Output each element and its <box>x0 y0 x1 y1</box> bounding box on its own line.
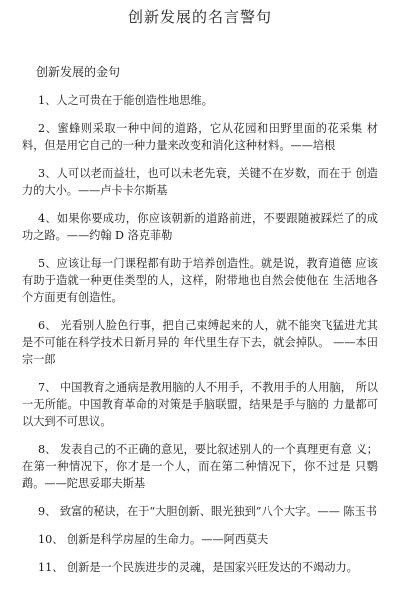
quote-item: 2、蜜蜂则采取一种中间的道路，它从花园和田野里面的花采集 材料，但是用它自己的一种力量来改变和消化这种材料。——培根 <box>22 122 378 152</box>
quote-item: 10、 创新是科学房屋的生命力。——阿西莫夫 <box>38 533 269 546</box>
quote-item: 4、如果你要成功，你应该朝新的道路前进，不要跟随被踩烂了的成功之路。——约翰 D 洛克菲勒 <box>22 212 378 242</box>
quote-item: 7、 中国教育之通病是教用脑的人不用手，不教用手的人用脑， 所以一无所能。中国教育革命的对策是手脑联盟，结果是手与脑的 力量都可以大到不可思议。 <box>22 381 378 428</box>
quote-item: 1、人之可贵在于能创造性地思维。 <box>38 94 213 107</box>
quote-item: 3、人可以老而益壮，也可以未老先衰，关键不在岁数，而在于 创造力的大小。——卢卡卡尔斯基 <box>22 167 378 197</box>
quote-item: 9、 致富的秘诀，在于“大胆创新、眼光独到”八个大字。—— 陈玉书 <box>38 505 377 518</box>
document-title: 创新发展的名言警句 <box>127 8 272 26</box>
quote-item: 6、 光看别人脸色行事，把自己束缚起来的人，就不能突飞猛进尤其是不可能在科学技术日新月异的 年代里生存下去，就会掉队。 ——本田宗一郎 <box>22 319 378 366</box>
quote-item: 8、 发表自己的不正确的意见，要比叙述别人的一个真理更有意 义；在第一种情况下，你才是一个人，而在第二种情况下，你不过是 只鹦鹉。——陀思妥耶夫斯基 <box>22 443 378 490</box>
section-title: 创新发展的金句 <box>36 65 121 79</box>
quote-item: 5、应该让每一门课程都有助于培养创造性。就是说，教育道德 应该有助于造就一种更佳类型的人，这样，附带地也自然会使他在 生活地各个方面更有创造性。 <box>22 257 378 304</box>
quote-list <box>22 92 378 576</box>
quote-item: 11、 创新是一个民族进步的灵魂，是国家兴旺发达的不竭动力。 <box>38 561 358 574</box>
